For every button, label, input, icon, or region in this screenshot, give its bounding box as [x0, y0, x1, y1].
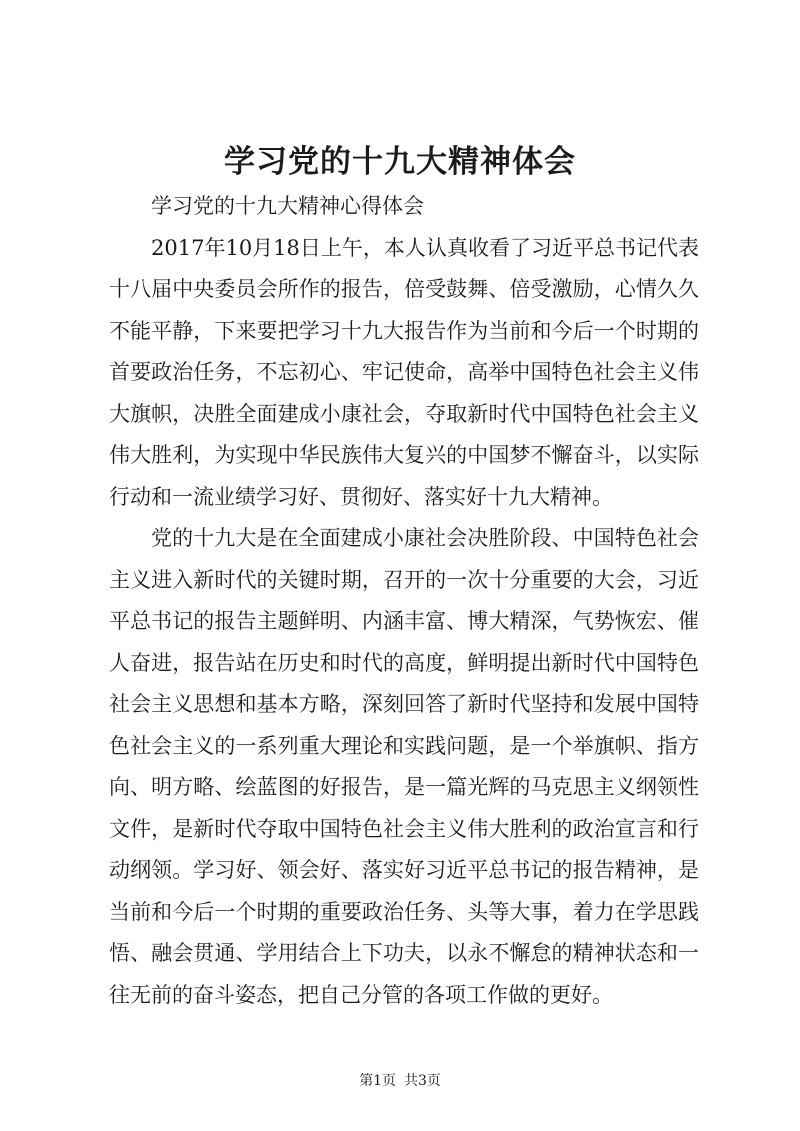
paragraph-2: 党的十九大是在全面建成小康社会决胜阶段、中国特色社会主义进入新时代的关键时期，召开的一次十分重要的大会，习近平总书记的报告主题鲜明、内涵丰富、博大精深，气势恢宏、催人奋进，报告站在历史和时代的高度，鲜明提出新时代中国特色社会主义思想和基本方略，深刻回答了新时代坚持和发展中国特色社会主义的一系列重大理论和实践问题，是一个举旗帜、指方向、明方略、绘蓝图的好报告，是一篇光辉的马克思主义纲领性文件，是新时代夺取中国特色社会主义伟大胜利的政治宣言和行动纲领。学习好、领会好、落实好习近平总书记的报告精神，是当前和今后一个时期的重要政治任务、头等大事，着力在学思践悟、融会贯通、学用结合上下功夫，以永不懈怠的精神状态和一往无前的奋斗姿态，把自己分管的各项工作做的更好。	[109, 526, 699, 1007]
document-title: 学习党的十九大精神体会	[224, 144, 576, 180]
document-body	[109, 186, 699, 1016]
paragraph-1: 2017年10月18日上午，本人认真收看了习近平总书记代表十八届中央委员会所作的报告，倍受鼓舞、倍受激励，心情久久不能平静，下来要把学习十九大报告作为当前和今后一个时期的首要政治任务，不忘初心、牢记使命，高举中国特色社会主义伟大旗帜，决胜全面建成小康社会，夺取新时代中国特色社会主义伟大胜利，为实现中华民族伟大复兴的中国梦不懈奋斗，以实际行动和一流业绩学习好、贯彻好、落实好十九大精神。	[109, 235, 699, 509]
page-total: 共3页	[404, 1073, 441, 1089]
page-footer	[0, 1071, 800, 1091]
document-subtitle: 学习党的十九大精神心得体会	[151, 194, 424, 218]
page-number: 第1页	[359, 1073, 396, 1089]
